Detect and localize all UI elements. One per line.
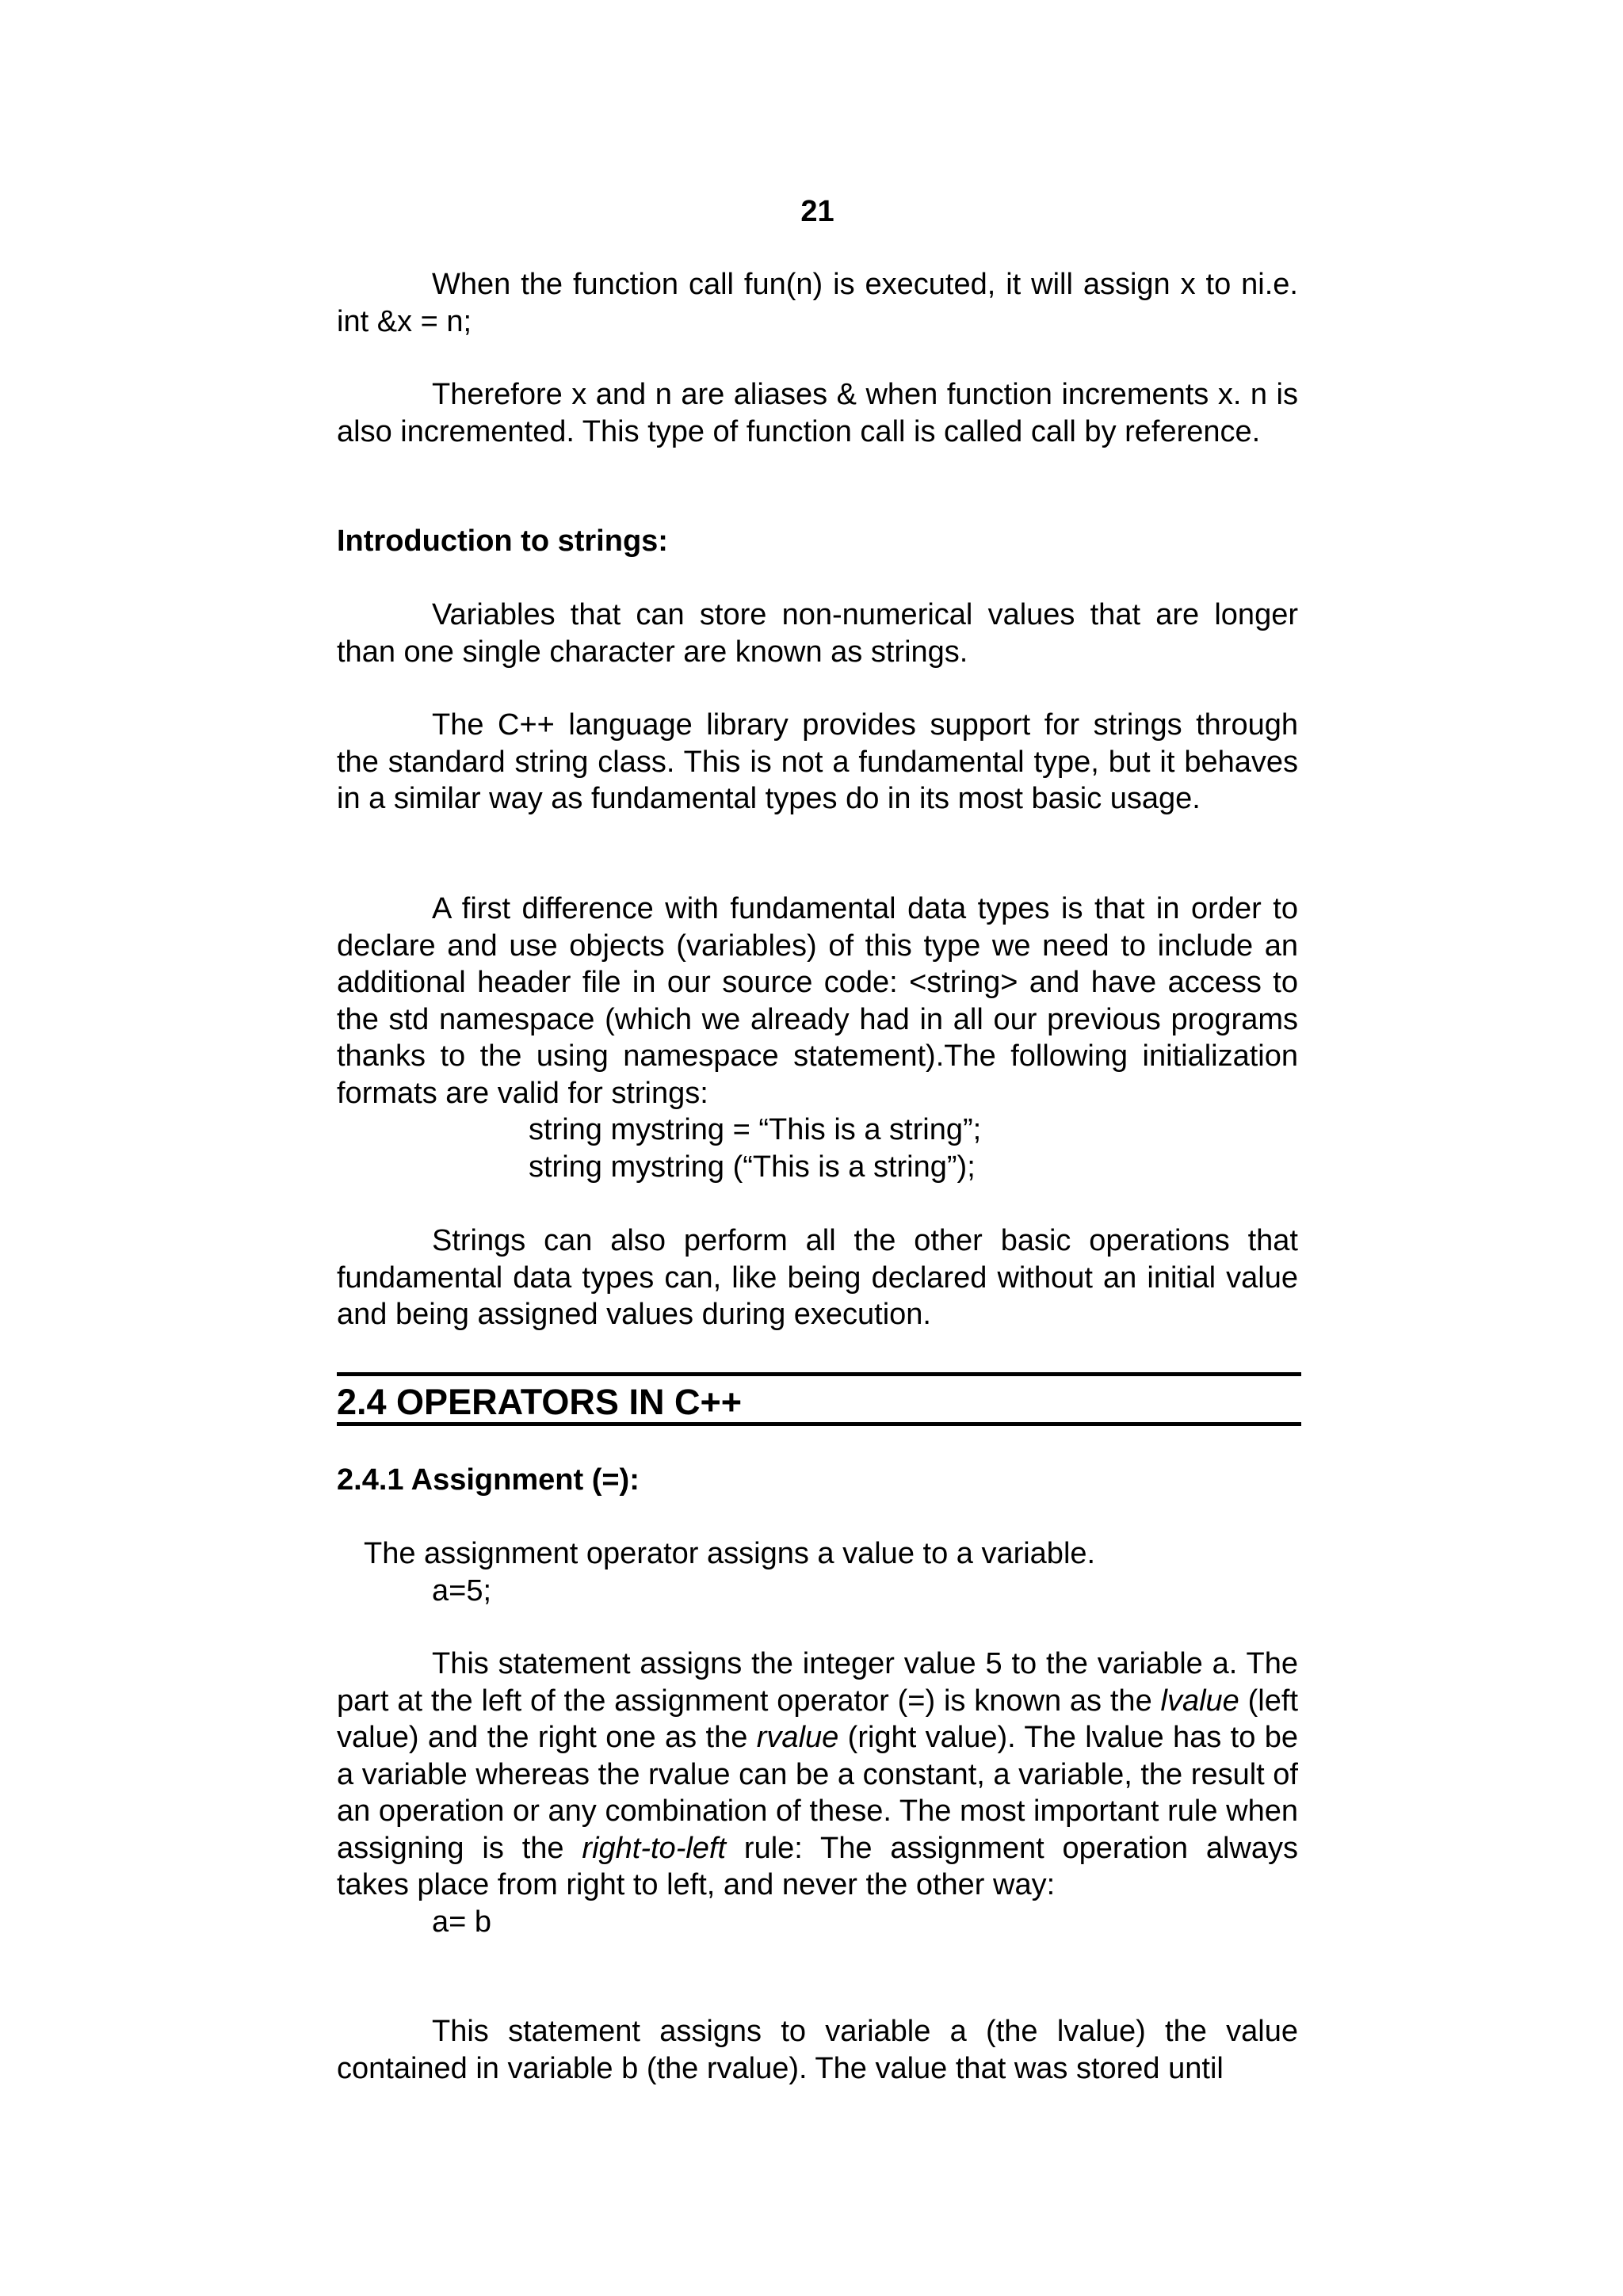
paragraph-function-call [337, 266, 1298, 340]
subsection-heading-block [337, 1462, 1298, 1499]
assignment-intro: The assignment operator assigns a value to a variable. [364, 1537, 1096, 1570]
paragraph-text: Strings can also perform all the other basic operations that fundamental data types can, like being declared without an initial value and being assigned values during execution. [337, 1224, 1298, 1331]
page-number: 21 [800, 195, 834, 228]
paragraph-strings-definition [337, 597, 1298, 670]
lvalue-term: lvalue [1160, 1684, 1239, 1718]
text-part: (left value) and the right one as the [337, 1684, 1298, 1754]
code-line-a-equals-5: a=5; [432, 1573, 492, 1608]
rvalue-term: rvalue [756, 1721, 839, 1754]
paragraph-text: The C++ language library provides support for strings through the standard string class. This is not a fundamental type, but it behaves in a similar way as fundamental types do in its most basic usage. [337, 708, 1298, 815]
text-part: (right value). The lvalue has to be a variable whereas the rvalue can be a constant, a variable, the result of an operation or any combination of these. The most important rule when assigning is the [337, 1721, 1298, 1865]
paragraph-first-difference [337, 891, 1298, 1185]
assignment-intro-block [337, 1535, 1298, 1609]
paragraph-text: Variables that can store non-numerical values that are longer than one single character are known as strings. [337, 598, 1298, 669]
paragraph-text [337, 1646, 1298, 1904]
paragraph-text: When the function call fun(n) is executed, it will assign x to ni.e. int &x = n; [337, 268, 1298, 338]
paragraph-string-class [337, 707, 1298, 818]
text-part: rule: The assignment operation always takes place from right to left, and never the other way: [337, 1831, 1299, 1901]
paragraph-string-operations [337, 1222, 1298, 1333]
code-line-a-equals-b: a= b [432, 1905, 492, 1939]
text-part: This statement assigns the integer value 5 to the variable a. The part at the left of the assignment operator (=) is known as the [337, 1647, 1298, 1718]
paragraph-text: Therefore x and n are aliases & when function increments x. n is also incremented. This type of function call is called call by reference. [337, 378, 1298, 448]
strings-heading-block [337, 523, 1298, 560]
code-line-string-constructor: string mystring (“This is a string”); [529, 1150, 976, 1184]
subsection-title: 2.4.1 Assignment (=): [337, 1463, 640, 1497]
paragraph-text: This statement assigns to variable a (the lvalue) the value contained in variable b (the rvalue). The value that was stored until [337, 2015, 1298, 2085]
code-line-string-assign: string mystring = “This is a string”; [529, 1113, 982, 1146]
strings-heading: Introduction to strings: [337, 524, 668, 558]
section-title: 2.4 OPERATORS IN C++ [337, 1382, 742, 1422]
paragraph-lvalue-rvalue [337, 1646, 1298, 1940]
section-heading-bar [337, 1372, 1301, 1426]
paragraph-aliases [337, 376, 1298, 450]
right-to-left-term: right-to-left [582, 1831, 727, 1865]
paragraph-assigns-variable [337, 2013, 1298, 2087]
paragraph-text: A first difference with fundamental data types is that in order to declare and use objects (variables) of this type we need to include an additional header file in our source code: <string> and have access to the std namespace (which we already had in all our previous programs thanks to the using namespace statement).The following initialization formats are valid for strings: [337, 892, 1298, 1110]
